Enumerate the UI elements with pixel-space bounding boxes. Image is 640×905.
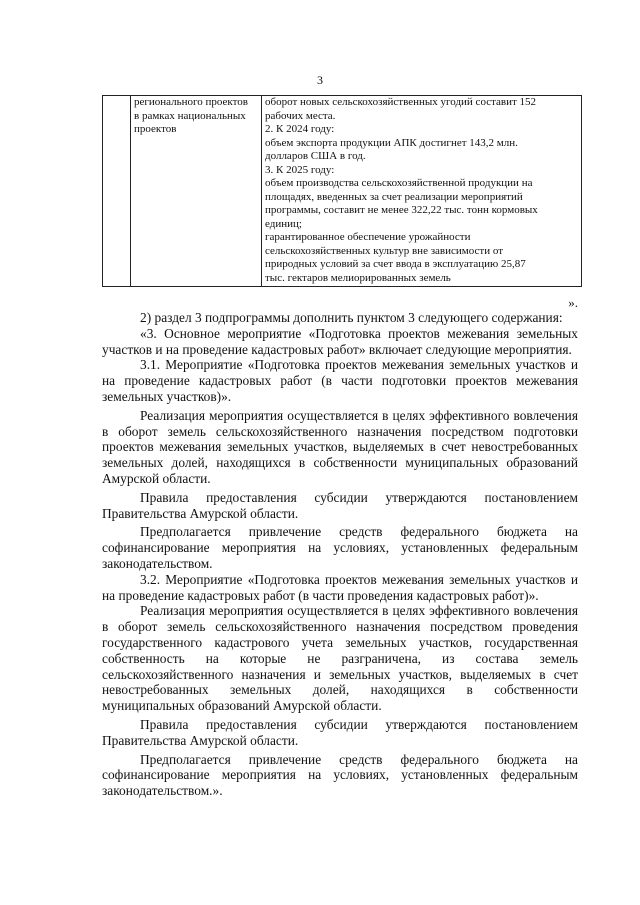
paragraph: «3. Основное мероприятие «Подготовка проектов межевания земельных участков и на проведение кадастровых работ» включает следующие мероприятия. — [102, 325, 578, 357]
paragraph: 3.1. Мероприятие «Подготовка проектов межевания земельных участков и на проведение кадастровых работ (в части подготовки проектов межевания земельных участков)». — [102, 357, 578, 404]
paragraph: Реализация мероприятия осуществляется в целях эффективного вовлечения в оборот земель сельскохозяйственного назначения посредством проведения государственного кадастрового учета земельных участков, государственная собственность на которые не разграничена, из состава земель сельскохозяйственного назначения и земельных участков, выделяемых в счет невостребованных земельных долей, находящихся в собственности муниципальных образований Амурской области. — [102, 603, 578, 714]
table-cell-line: регионального проектов — [134, 96, 248, 108]
table-cell-line: программы, составит не менее 322,22 тыс. тонн кормовых — [265, 204, 538, 216]
table-cell-line: единиц; — [265, 217, 302, 230]
table-cell-line: в рамках национальных — [134, 109, 246, 122]
table-cell-line: оборот новых сельскохозяйственных угодий составит 152 — [265, 96, 537, 108]
table-cell-line: 2. К 2024 году: — [265, 123, 335, 135]
paragraph: Предполагается привлечение средств федерального бюджета на софинансирование мероприятия на условиях, установленных федеральным законодательством. — [102, 524, 578, 571]
table-cell-line: рабочих места. — [265, 109, 336, 122]
paragraph: 3.2. Мероприятие «Подготовка проектов межевания земельных участков и на проведение кадастровых работ (в части проведения кадастровых работ)». — [102, 571, 578, 603]
table-cell-line: природных условий за счет ввода в эксплуатацию 25,87 — [265, 258, 526, 270]
table-cell-line: объем экспорта продукции АПК достигнет 143,2 млн. — [265, 136, 518, 149]
table-cell-line: долларов США в год. — [265, 150, 366, 162]
table-cell-line: тыс. гектаров мелиорированных земель — [265, 271, 451, 284]
paragraph: Правила предоставления субсидии утверждаются постановлением Правительства Амурской области. — [102, 489, 578, 521]
closing-quote-mark: ». — [568, 295, 578, 310]
table-cell-line: проектов — [134, 123, 177, 135]
document-body — [102, 310, 578, 799]
page-number: 3 — [317, 73, 323, 87]
table-cell-number — [103, 96, 131, 287]
paragraph: Реализация мероприятия осуществляется в целях эффективного вовлечения в оборот земель сельскохозяйственного назначения посредством подготовки проектов межевания земельных участков, выделяемых в счет невостребованных земельных долей, находящихся в собственности муниципальных образований Амурской области. — [102, 407, 578, 486]
table-cell-results — [262, 96, 582, 287]
table-cell-line: 3. К 2025 году: — [265, 163, 335, 176]
table-cell-line: объем производства сельскохозяйственной продукции на — [265, 177, 533, 189]
paragraph: Правила предоставления субсидии утверждаются постановлением Правительства Амурской области. — [102, 716, 578, 748]
paragraph: Предполагается привлечение средств федерального бюджета на софинансирование мероприятия на условиях, установленных федеральным законодательством.». — [102, 751, 578, 799]
continuation-table — [102, 95, 582, 287]
table-row — [103, 96, 582, 287]
table-cell-line: площадях, введенных за счет реализации мероприятий — [265, 190, 523, 203]
paragraph: 2) раздел 3 подпрограммы дополнить пунктом 3 следующего содержания: — [140, 310, 563, 325]
table-cell-line: сельскохозяйственных культур вне зависимости от — [265, 244, 504, 257]
table-cell-project — [131, 96, 262, 287]
table-cell-line: гарантированное обеспечение урожайности — [265, 231, 471, 243]
